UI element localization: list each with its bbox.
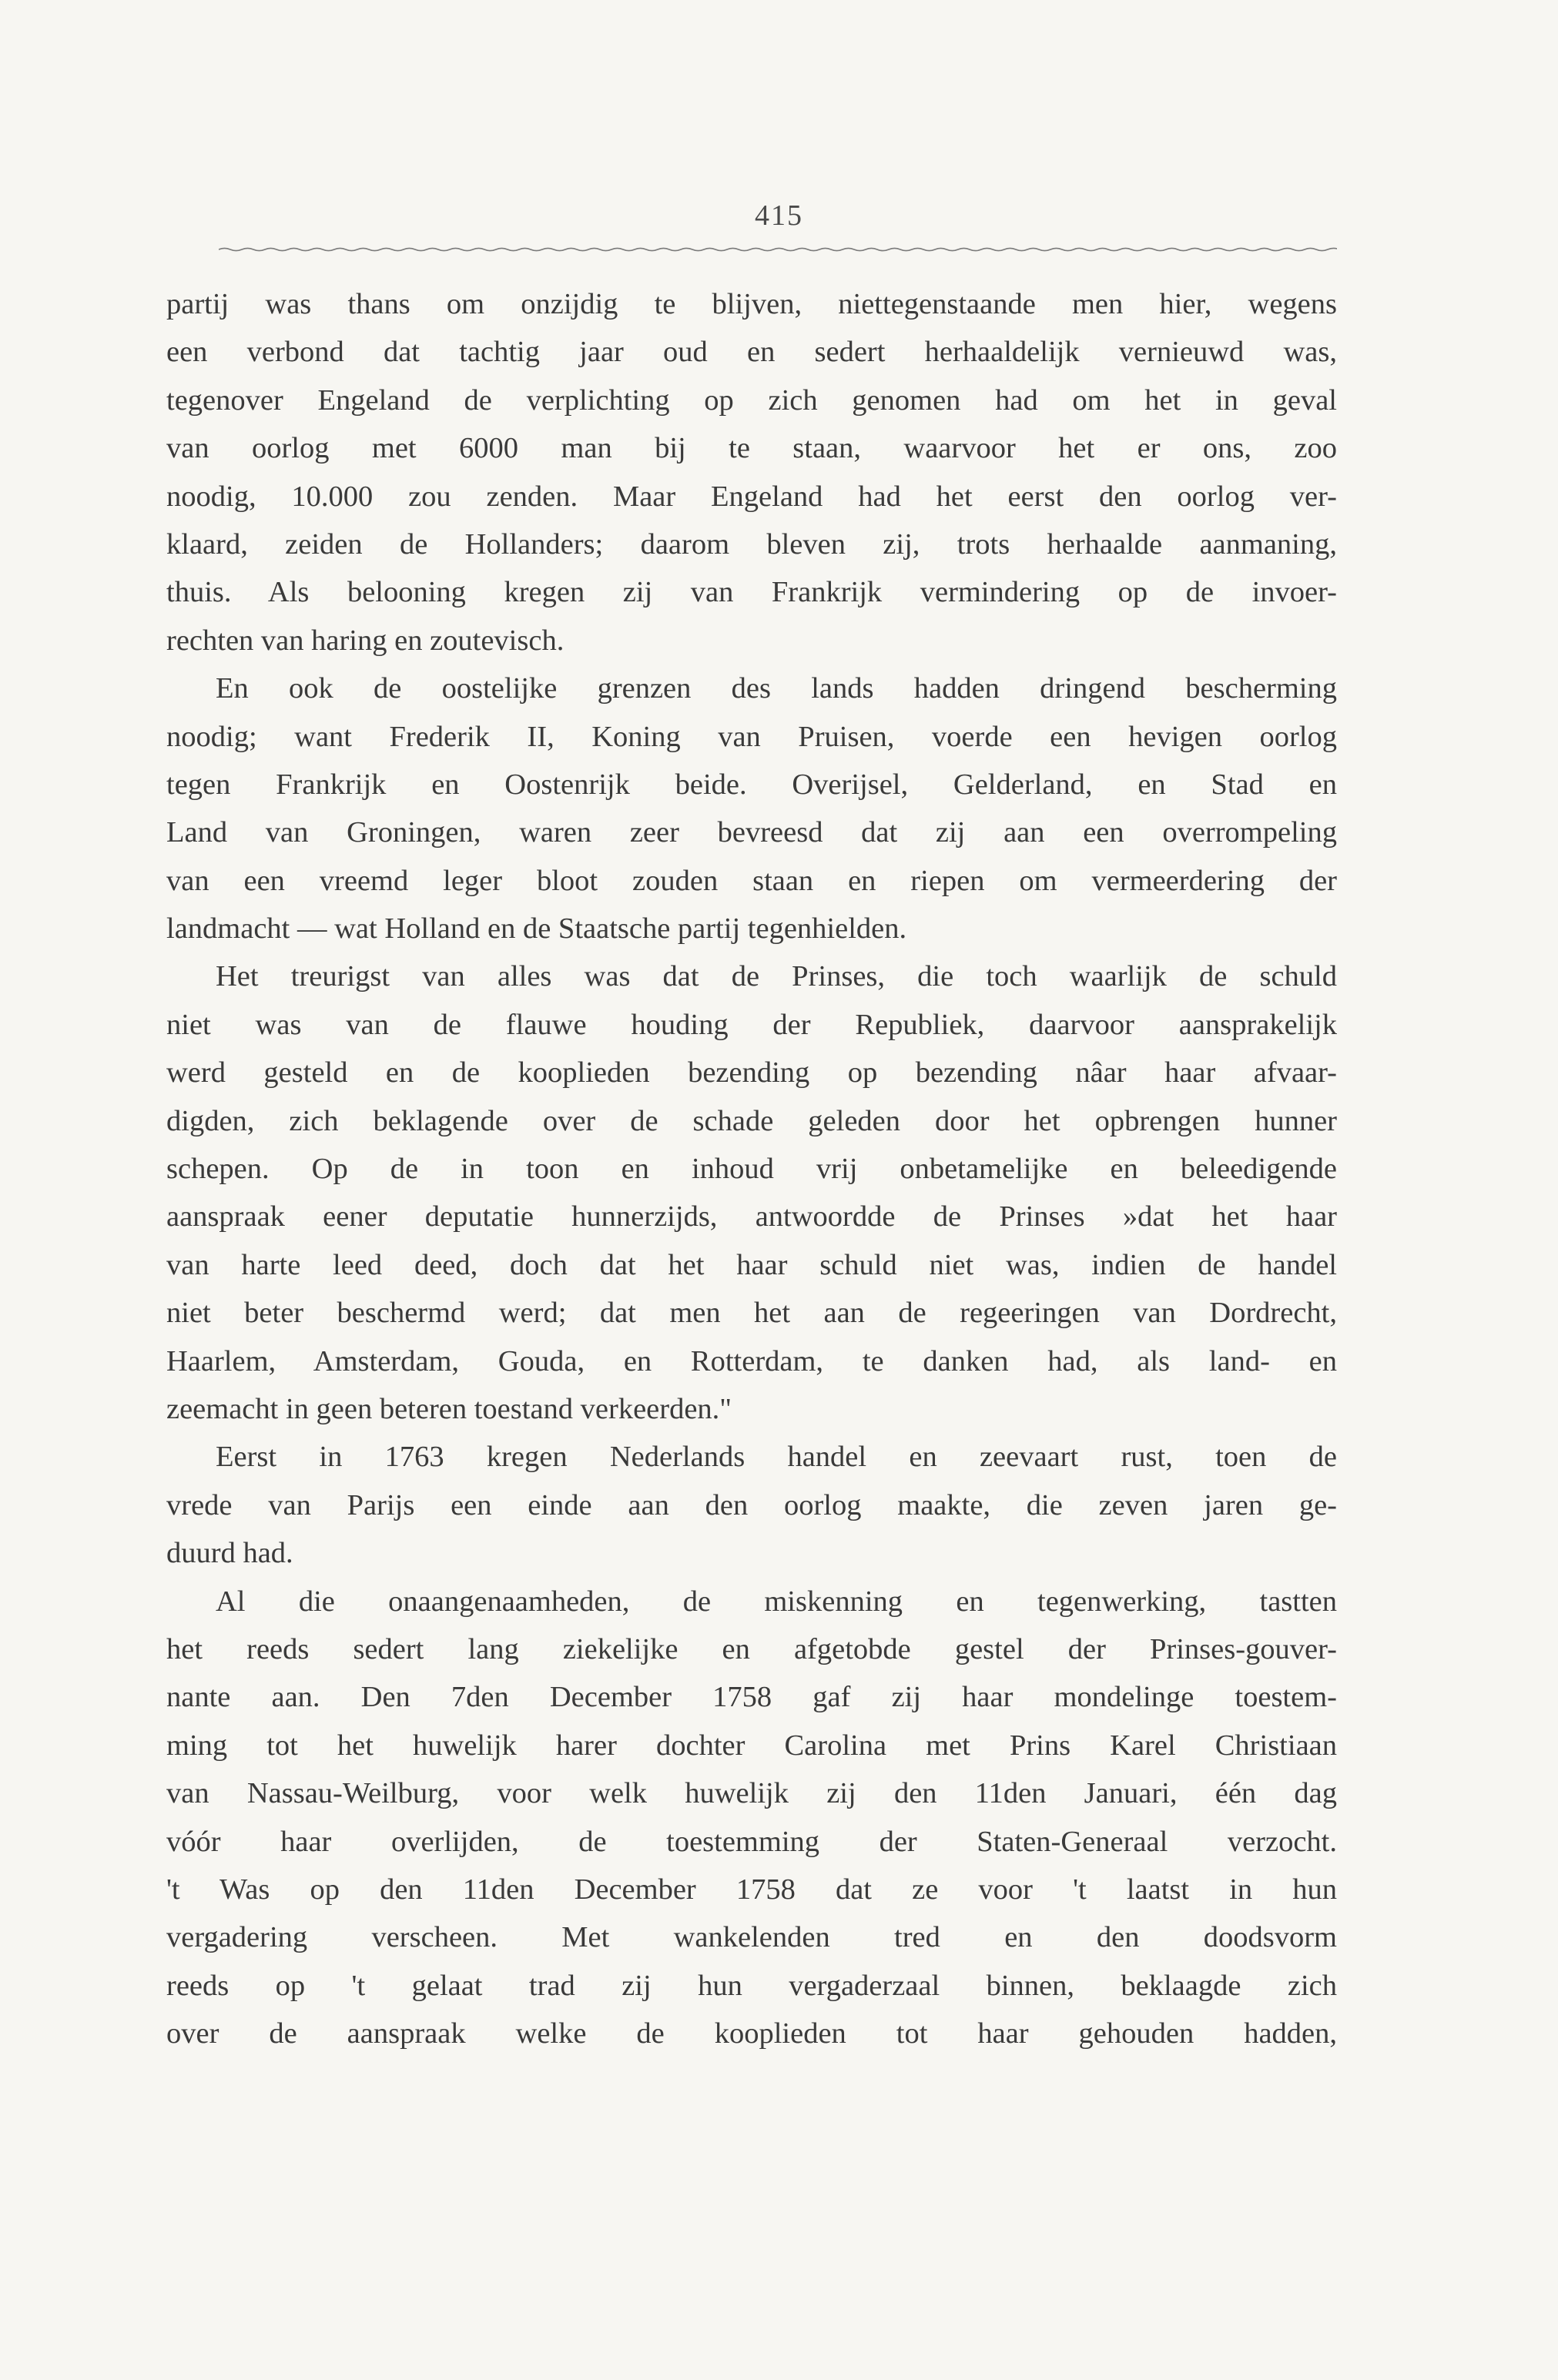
text-line: reeds op 't gelaat trad zij hun vergaderzaal binnen, beklaagde zich bbox=[166, 1969, 1337, 2002]
page-number: 415 bbox=[755, 199, 803, 232]
text-line: En ook de oostelijke grenzen des lands hadden dringend bescherming bbox=[216, 672, 1337, 705]
text-line: digden, zich beklagende over de schade geleden door het opbrengen hunner bbox=[166, 1104, 1337, 1137]
text-line: van oorlog met 6000 man bij te staan, waarvoor het er ons, zoo bbox=[166, 432, 1337, 465]
text-line: tegenover Engeland de verplichting op zich genomen had om het in geval bbox=[166, 383, 1337, 417]
text-line: van Nassau-Weilburg, voor welk huwelijk zij den 11den Januari, één dag bbox=[166, 1777, 1337, 1810]
text-line: Eerst in 1763 kregen Nederlands handel en zeevaart rust, toen de bbox=[216, 1441, 1337, 1474]
text-line: tegen Frankrijk en Oostenrijk beide. Overijsel, Gelderland, en Stad en bbox=[166, 768, 1337, 801]
text-line: over de aanspraak welke de kooplieden tot haar gehouden hadden, bbox=[166, 2017, 1337, 2050]
text-line: noodig, 10.000 zou zenden. Maar Engeland had het eerst den oorlog ver- bbox=[166, 480, 1337, 513]
text-line: van harte leed deed, doch dat het haar schuld niet was, indien de handel bbox=[166, 1248, 1337, 1281]
text-line: een verbond dat tachtig jaar oud en sedert herhaaldelijk vernieuwd was, bbox=[166, 336, 1337, 369]
text-line: het reeds sedert lang ziekelijke en afgetobde gestel der Prinses-gouver- bbox=[166, 1632, 1337, 1665]
text-line: zeemacht in geen beteren toestand verkeerden." bbox=[166, 1392, 732, 1425]
text-line: partij was thans om onzijdig te blijven, niettegenstaande men hier, wegens bbox=[166, 288, 1337, 320]
text-line: thuis. Als belooning kregen zij van Frankrijk vermindering op de invoer- bbox=[166, 576, 1337, 609]
text-line: landmacht — wat Holland en de Staatsche partij tegenhielden. bbox=[166, 912, 907, 946]
text-line: vrede van Parijs een einde aan den oorlog maakte, die zeven jaren ge- bbox=[166, 1488, 1337, 1521]
text-line: vergadering verscheen. Met wankelenden tred en den doodsvorm bbox=[166, 1921, 1337, 1954]
text-line: Het treurigst van alles was dat de Prinses, die toch waarlijk de schuld bbox=[216, 960, 1337, 993]
text-line: Land van Groningen, waren zeer bevreesd dat zij aan een overrompeling bbox=[166, 816, 1337, 849]
text-line: ming tot het huwelijk harer dochter Carolina met Prins Karel Christiaan bbox=[166, 1729, 1337, 1762]
text-line: noodig; want Frederik II, Koning van Pruisen, voerde een hevigen oorlog bbox=[166, 720, 1337, 753]
text-line: Haarlem, Amsterdam, Gouda, en Rotterdam, te danken had, als land- en bbox=[166, 1344, 1337, 1377]
text-line: 't Was op den 11den December 1758 dat ze voor 't laatst in hun bbox=[166, 1873, 1337, 1906]
text-line: klaard, zeiden de Hollanders; daarom bleven zij, trots herhaalde aanmaning, bbox=[166, 527, 1337, 561]
text-line: nante aan. Den 7den December 1758 gaf zij haar mondelinge toestem- bbox=[166, 1681, 1337, 1714]
wavy-header-rule bbox=[219, 243, 1337, 256]
text-line: schepen. Op de in toon en inhoud vrij onbetamelijke en beleedigende bbox=[166, 1153, 1337, 1186]
text-line: van een vreemd leger bloot zouden staan en riepen om vermeerdering der bbox=[166, 864, 1337, 897]
text-line: duurd had. bbox=[166, 1537, 293, 1570]
text-line: vóór haar overlijden, de toestemming der Staten-Generaal verzocht. bbox=[166, 1825, 1337, 1858]
text-line: aanspraak eener deputatie hunnerzijds, antwoordde de Prinses »dat het haar bbox=[166, 1200, 1337, 1234]
text-line: rechten van haring en zoutevisch. bbox=[166, 624, 565, 657]
text-line: werd gesteld en de kooplieden bezending op bezending nâar haar afvaar- bbox=[166, 1056, 1337, 1090]
body-text bbox=[166, 280, 1337, 2057]
text-line: niet beter beschermd werd; dat men het aan de regeeringen van Dordrecht, bbox=[166, 1297, 1337, 1330]
text-line: Al die onaangenaamheden, de miskenning en tegenwerking, tastten bbox=[216, 1585, 1337, 1618]
text-line: niet was van de flauwe houding der Republiek, daarvoor aansprakelijk bbox=[166, 1008, 1337, 1041]
